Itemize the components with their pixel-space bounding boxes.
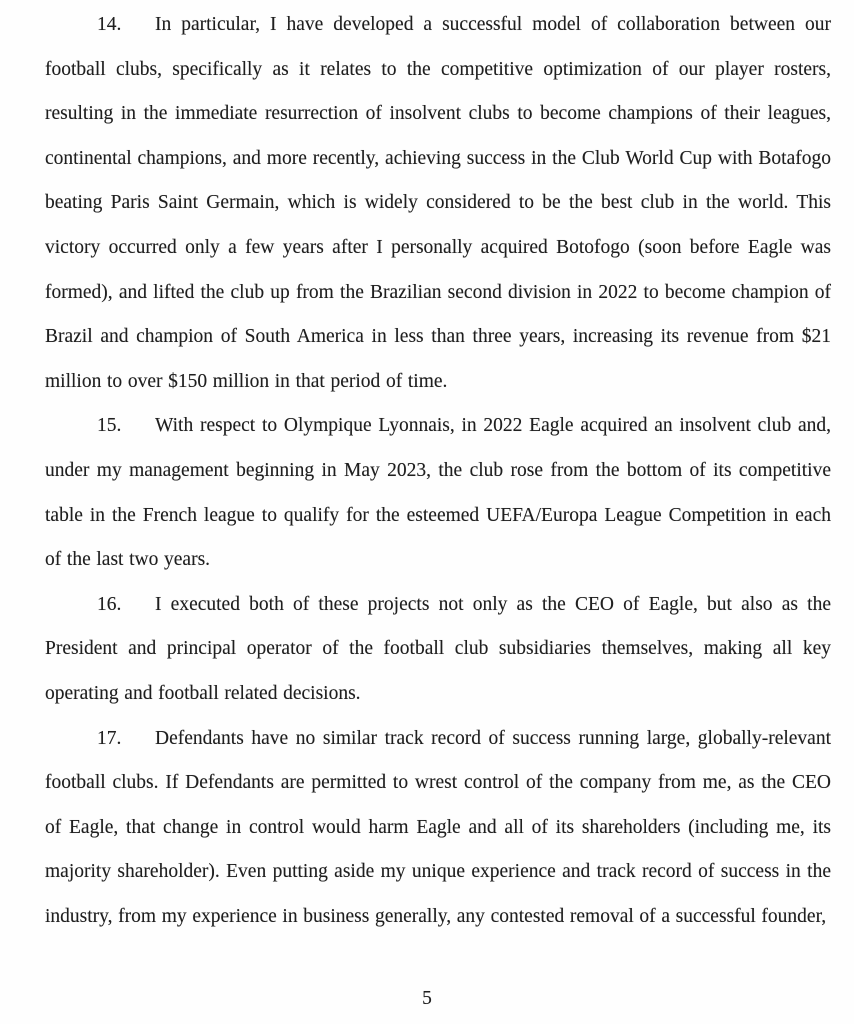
paragraph-17-text: Defendants have no similar track record of success running large, globally-relevant football clubs. If Defendants are permitted to wrest control of the company from me, as the CEO of Eagle, that change in control would harm Eagle and all of its shareholders (including me, its majority shareholder). Even putting aside my unique experience and track record of success in the industry, from my experience in business generally, any contested removal of a successful founder,: [45, 727, 831, 927]
paragraph-15-number: 15.: [97, 415, 122, 437]
paragraph-17: [45, 717, 831, 940]
paragraph-16: [45, 583, 831, 717]
page-number: 5: [422, 988, 432, 1009]
paragraph-16-number: 16.: [97, 593, 122, 615]
paragraph-14-number: 14.: [97, 14, 122, 35]
paragraph-16-text: I executed both of these projects not only as the CEO of Eagle, but also as the President and principal operator of the football club subsidiaries themselves, making all key operating and football related decisions.: [45, 593, 831, 704]
paragraph-14-text: In particular, I have developed a successful model of collaboration between our football clubs, specifically as it relates to the competitive optimization of our player rosters, resulting in the immediate resurrection of insolvent clubs to become champions of their leagues, continental champions, and more recently, achieving success in the Club World Cup with Botafogo beating Paris Saint Germain, which is widely considered to be the best club in the world. This victory occurred only a few years after I personally acquired Botofogo (soon before Eagle was formed), and lifted the club up from the Brazilian second division in 2022 to become champion of Brazil and champion of South America in less than three years, increasing its revenue from $21 million to over $150 million in that period of time.: [45, 14, 831, 392]
paragraph-15-text: With respect to Olympique Lyonnais, in 2022 Eagle acquired an insolvent club and, under my management beginning in May 2023, the club rose from the bottom of its competitive table in the French league to qualify for the esteemed UEFA/Europa League Competition in each of the last two years.: [45, 415, 831, 571]
paragraph-14: [45, 3, 831, 404]
paragraph-15: [45, 404, 831, 582]
paragraph-17-number: 17.: [97, 727, 122, 749]
